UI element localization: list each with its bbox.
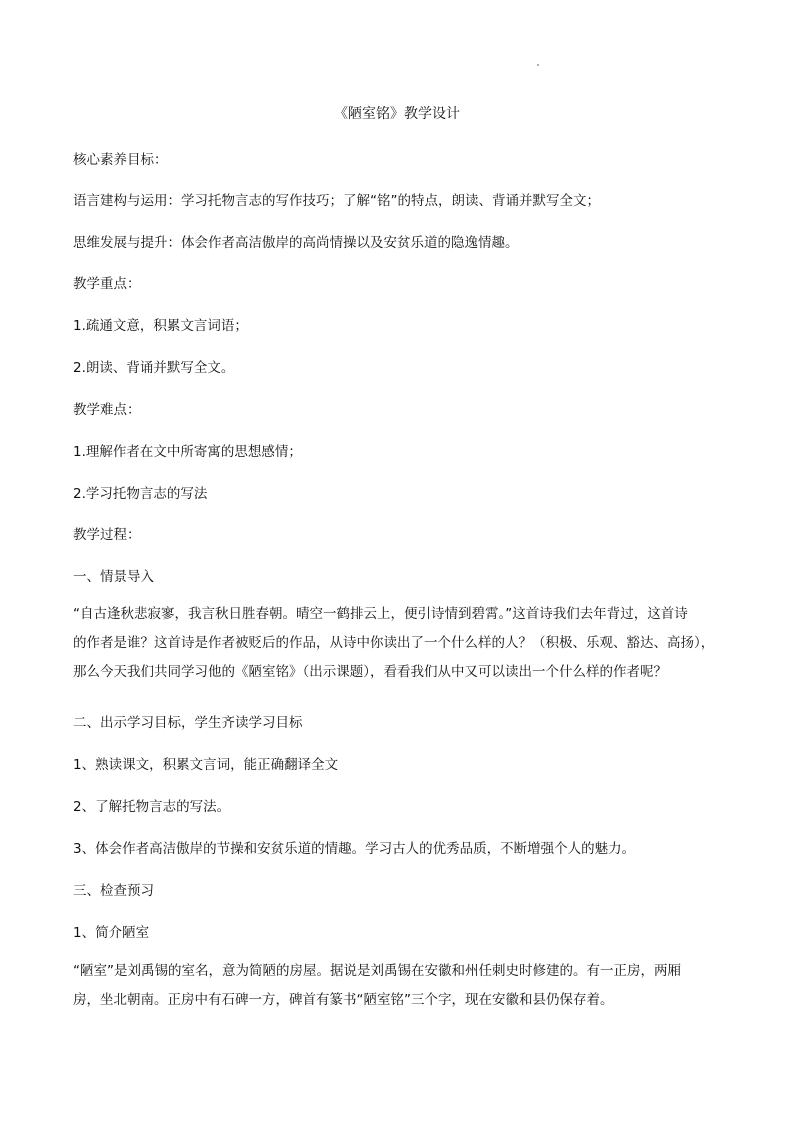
subsection-heading: 1、简介陋室 xyxy=(73,925,150,941)
objective-2: 2、了解托物言志的写法。 xyxy=(73,799,231,815)
section-3-heading: 三、检查预习 xyxy=(73,883,154,899)
heading-key-points: 教学重点： xyxy=(73,276,141,292)
intro-line: 的作者是谁？这首诗是作者被贬后的作品，从诗中你读出了一个什么样的人？（积极、乐观、豁达、高扬）， xyxy=(73,635,715,651)
document-title: 《陋室铭》教学设计 xyxy=(334,106,460,122)
section-1-heading: 一、情景导入 xyxy=(73,569,154,585)
intro-line: 那么今天我们共同学习他的《陋室铭》（出示课题），看看我们从中又可以读出一个什么样的作者呢？ xyxy=(73,664,667,680)
page-dot xyxy=(537,64,539,66)
room-line: “陋室”是刘禹锡的室名，意为简陋的房屋。据说是刘禹锡在安徽和州任刺史时修建的。有一正房，两厢 xyxy=(73,963,681,979)
room-paragraph xyxy=(73,957,713,1015)
room-line: 房，坐北朝南。正房中有石碑一方，碑首有篆书“陋室铭”三个字，现在安徽和县仍保存着。 xyxy=(73,992,614,1008)
key-point-2: 2.朗读、背诵并默写全文。 xyxy=(73,360,235,376)
intro-line: “自古逢秋悲寂寥，我言秋日胜春朝。晴空一鹤排云上，便引诗情到碧霄。”这首诗我们去年背过，这首诗 xyxy=(73,606,688,622)
goal-language: 语言建构与运用：学习托物言志的写作技巧；了解“铭”的特点，朗读、背诵并默写全文； xyxy=(73,193,600,209)
heading-process: 教学过程： xyxy=(73,527,141,543)
heading-core-goals: 核心素养目标： xyxy=(73,152,168,168)
objective-3: 3、体会作者高洁傲岸的节操和安贫乐道的情趣。学习古人的优秀品质，不断增强个人的魅力。 xyxy=(73,841,636,857)
section-2-heading: 二、出示学习目标，学生齐读学习目标 xyxy=(73,715,303,731)
difficulty-1: 1.理解作者在文中所寄寓的思想感情； xyxy=(73,444,302,460)
goal-thinking: 思维发展与提升：体会作者高洁傲岸的高尚情操以及安贫乐道的隐逸情趣。 xyxy=(73,235,519,251)
key-point-1: 1.疏通文意，积累文言词语； xyxy=(73,318,248,334)
difficulty-2: 2.学习托物言志的写法 xyxy=(73,486,208,502)
heading-difficulties: 教学难点： xyxy=(73,402,141,418)
objective-1: 1、熟读课文，积累文言词，能正确翻译全文 xyxy=(73,757,339,773)
intro-paragraph xyxy=(73,600,713,687)
